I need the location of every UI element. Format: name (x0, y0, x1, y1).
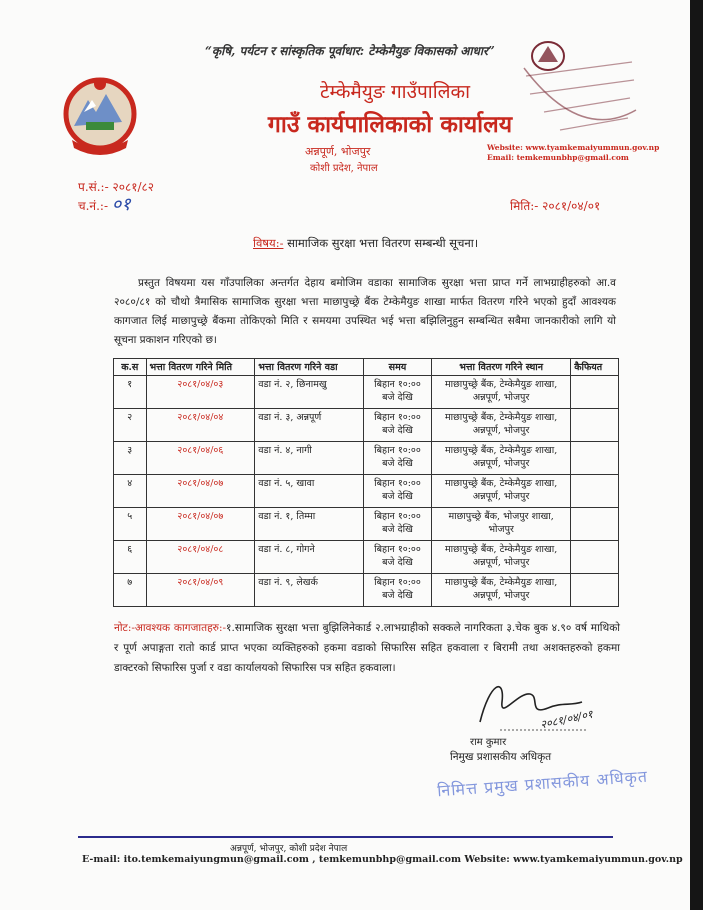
cell-place: माछापुच्छ्रे बैंक, टेम्केमैयुङ शाखा, अन्नपूर्ण, भोजपुर (432, 541, 571, 574)
chalani-value: ०१ (111, 194, 131, 215)
cell-date: २०८१/०४/०७ (146, 508, 255, 541)
contact-block (487, 143, 659, 163)
cell-ward: वडा नं. ४, नागी (255, 442, 364, 475)
cell-date: २०८१/०४/०३ (146, 376, 255, 409)
cell-ward: वडा नं. १, तिम्मा (255, 508, 364, 541)
office-name: गाउँ कार्यपालिकाको कार्यालय (267, 111, 513, 138)
cell-sn: ७ (114, 574, 147, 607)
cell-date: २०८१/०४/०९ (146, 574, 255, 607)
cell-sn: २ (114, 409, 147, 442)
cell-remarks (571, 442, 619, 475)
table-header-row (114, 359, 619, 376)
address-line-1: अन्नपूर्ण, भोजपुर (305, 145, 371, 158)
notice-body: प्रस्तुत विषयमा यस गाँउपालिका अन्तर्गत देहाय बमोजिम वडाका सामाजिक सुरक्षा भत्ता प्राप्त गर्ने लाभग्राहीहरुको आ.व २०८०/८१ को चौथो त्रैमासिक सामाजिक सुरक्षा भत्ता माछापुच्छ्रे बैंक टेम्केमैयुङ शाखा मार्फत वितरण गरिने भएको हुदाँ आवश्यक कागजात लिई माछापुच्छ्रे बैंकमा तोकिएको मिति र समयमा उपस्थित भई भत्ता बझिलिनुहुन सम्बन्धित सबैमा जानकारीको लागि यो सूचना प्रकाशन गरिएको छ। (114, 277, 616, 346)
table-row (114, 574, 619, 607)
table-row (114, 376, 619, 409)
cell-sn: ५ (114, 508, 147, 541)
footer-address: अन्नपूर्ण, भोजपुर, कोशी प्रदेश नेपाल (230, 844, 348, 854)
email-link[interactable]: Email: temkemunbhp@gmail.com (487, 153, 629, 162)
table-row (114, 508, 619, 541)
cell-place: माछापुच्छ्रे बैंक, टेम्केमैयुङ शाखा, अन्नपूर्ण, भोजपुर (432, 409, 571, 442)
cell-sn: १ (114, 376, 147, 409)
signatory-title: निमुख प्रशासकीय अधिकृत (450, 751, 552, 763)
chalani-label: च.नं.:- (78, 199, 109, 213)
cell-remarks (571, 409, 619, 442)
subject-line (253, 236, 478, 251)
cell-place: माछापुच्छ्रे बैंक, टेम्केमैयुङ शाखा, अन्नपूर्ण, भोजपुर (432, 442, 571, 475)
official-stamp: निमित्त प्रमुख प्रशासकीय अधिकृत (436, 766, 649, 801)
motto: “कृषि, पर्यटन र सांस्कृतिक पूर्वाधार: टेम्केमैयुङ विकासको आधार” (205, 44, 495, 58)
cell-remarks (571, 574, 619, 607)
cell-date: २०८१/०४/०६ (146, 442, 255, 475)
website-link[interactable]: Website: www.tyamkemaiyummun.gov.np (487, 143, 660, 152)
cell-ward: वडा नं. २, छिनामखु (255, 376, 364, 409)
cell-date: २०८१/०४/०८ (146, 541, 255, 574)
table-row (114, 409, 619, 442)
table-row (114, 442, 619, 475)
cell-time: बिहान १०:०० बजे देखि (363, 475, 431, 508)
cell-sn: ४ (114, 475, 147, 508)
cell-ward: वडा नं. ५, खावा (255, 475, 364, 508)
cell-time: बिहान १०:०० बजे देखि (363, 574, 431, 607)
cell-time: बिहान १०:०० बजे देखि (363, 508, 431, 541)
patra-value: २०८१/८२ (112, 180, 154, 194)
subject-text: सामाजिक सुरक्षा भत्ता वितरण सम्बन्धी सूचना। (287, 236, 479, 250)
date-value: २०८१/०४/०१ (542, 199, 601, 213)
cell-remarks (571, 508, 619, 541)
cell-place: माछापुच्छ्रे बैंक, टेम्केमैयुङ शाखा, अन्नपूर्ण, भोजपुर (432, 574, 571, 607)
signatory-name: राम कुमार (470, 737, 507, 748)
cell-date: २०८१/०४/०४ (146, 409, 255, 442)
cell-place: माछापुच्छ्रे बैंक, टेम्केमैयुङ शाखा, अन्नपूर्ण, भोजपुर (432, 376, 571, 409)
scan-edge (690, 0, 703, 910)
table-row (114, 541, 619, 574)
note-text: १.सामाजिक सुरक्षा भत्ता बुझिलिनेकार्ड २.लाभग्राहीको सक्कले नागरिकता ३.चेक बुक ४.९० वर्ष माथिको र पूर्ण अपाङ्गता रातो कार्ड प्राप्त भएका व्यक्तिहरुको हकमा वडाको सिफारिस सहित हकवाला र बिरामी तथा अशक्तहरुको हकमा डाक्टरको सिफारिस पुर्जा र वडा कार्यालयको सिफारिस पत्र सहित हकवाला। (114, 622, 620, 674)
cell-place: माछापुच्छ्रे बैंक, टेम्केमैयुङ शाखा, अन्नपूर्ण, भोजपुर (432, 475, 571, 508)
table-row (114, 475, 619, 508)
patra-label: प.सं.:- (78, 180, 109, 194)
col-header-remarks: कैफियत (571, 359, 619, 376)
nepal-emblem-icon (60, 70, 140, 162)
reference-block (78, 178, 154, 215)
municipality-name: टेम्केमैयुङ गाउँपालिका (319, 81, 471, 103)
cell-sn: ६ (114, 541, 147, 574)
cell-time: बिहान १०:०० बजे देखि (363, 442, 431, 475)
note-label: नोट:-आवश्यक कागजातहरु:- (114, 622, 227, 634)
col-header-date: भत्ता वितरण गरिने मिति (146, 359, 255, 376)
col-header-ward: भत्ता वितरण गरिने वडा (255, 359, 364, 376)
required-documents-note (114, 618, 620, 678)
cell-remarks (571, 376, 619, 409)
cell-time: बिहान १०:०० बजे देखि (363, 376, 431, 409)
distribution-schedule-table (113, 358, 619, 607)
cell-sn: ३ (114, 442, 147, 475)
cell-remarks (571, 541, 619, 574)
date-block (510, 197, 600, 214)
cell-ward: वडा नं. ८, गोगने (255, 541, 364, 574)
cell-place: माछापुच्छ्रे बैंक, भोजपुर शाखा, भोजपुर (432, 508, 571, 541)
signature-date: २०८१/०४/०१ (539, 707, 594, 732)
col-header-place: भत्ता वितरण गरिने स्थान (432, 359, 571, 376)
col-header-time: समय (363, 359, 431, 376)
footer-divider (78, 836, 613, 838)
footer-contacts: E-mail: ito.temkemaiyungmun@gmail.com , temkemunbhp@gmail.com Website: www.tyamkemaiyummun.gov.np (82, 854, 683, 865)
cell-time: बिहान १०:०० बजे देखि (363, 409, 431, 442)
subject-label: विषय:- (253, 236, 284, 250)
cell-time: बिहान १०:०० बजे देखि (363, 541, 431, 574)
cell-date: २०८१/०४/०७ (146, 475, 255, 508)
address-line-2: कोशी प्रदेश, नेपाल (310, 163, 378, 174)
cell-ward: वडा नं. ९, लेखर्क (255, 574, 364, 607)
date-label: मिति:- (510, 199, 539, 213)
cell-ward: वडा नं. ३, अन्नपूर्ण (255, 409, 364, 442)
col-header-sn: क.स (114, 359, 147, 376)
cell-remarks (571, 475, 619, 508)
